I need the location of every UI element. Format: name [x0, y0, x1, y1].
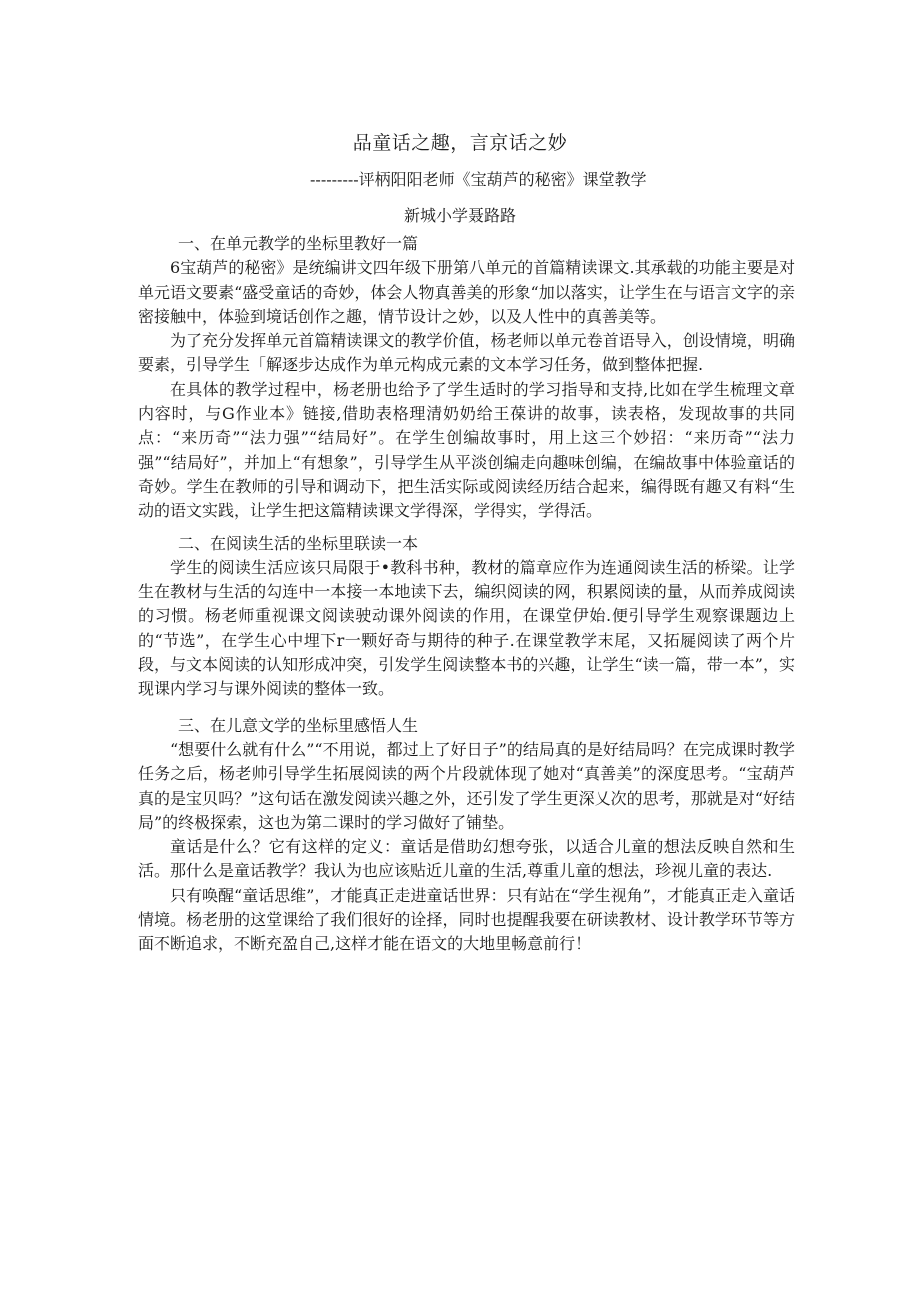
document-subtitle: ---------评柄阳阳老师《宝葫芦的秘密》课堂教学: [310, 170, 647, 189]
document-title: 品童话之趣，言京话之妙: [352, 132, 568, 154]
paragraph: 只有唤醒“童话思维”，才能真正走进童话世界：只有站在“学生视角”，才能真正走入童话情境。杨老册的这堂课给了我们很好的诠择，同时也提醒我要在研读教材、设计教学环节等方面不断追求，不断充盈自己,这样才能在语文的大地里畅意前行！: [138, 885, 795, 954]
paragraph: “想要什么就有什么”“不用说，都过上了好日子”的结局真的是好结局吗？在完成课时教学任务之后，杨老帅引导学生拓展阅读的两个片段就体现了她对“真善美”的深度思考。“宝葫芦真的是宝贝吗？”这句话在激发阅读兴趣之外，还引发了学生更深乂次的思考，那就是对“好结局”的终极探索，这也为第二课时的学习做好了铺垫。: [138, 739, 795, 832]
section-heading-3: 三、在儿意文学的坐标里感悟人生: [178, 715, 419, 735]
paragraph: 童话是什么？它有这样的定义：童话是借助幻想夸张，以适合儿童的想法反映自然和生活。那什么是童话教学？我认为也应该贴近儿童的生活,尊重儿童的想法，珍视儿童的表达.: [138, 837, 795, 881]
paragraph: 在具体的教学过程中，杨老册也给予了学生适时的学习指导和支持,比如在学生梳理文章内容时，与G作业本》链接,借助表格理清奶奶给王葆讲的故事，读表格，发现故事的共同点：“来历奇”“法力强”“结局好”。在学生创编故事时，用上这三个妙招：“来历奇”“法力强”“结局好”，并加上“有想象”，引导学生从平淡创编走向趣味创编，在编故事中体验童话的奇妙。学生在教师的引导和调动下，把生活实际或阅读经历结合起来，编得既有趣又有料“生动的语文实践，让学生把这篇精读课文学得深，学得实，学得活。: [138, 379, 795, 521]
paragraph: 学生的阅读生活应该只局限于•教科书种，教材的篇章应作为连通阅读生活的桥梁。让学生在教材与生活的勾连中一本接一本地读下去，编织阅读的网，积累阅读的量，从而养成阅读的习惯。杨老师重视课文阅读驶动课外阅读的作用，在课堂伊始.便引导学生观察课题边上的“节选”，在学生心中埋下r一颗好奇与期待的种子.在课堂教学末尾，又拓屣阅读了两个片段，与文本阅读的认知形成冲突，引发学生阅读整本书的兴趣，让学生“读一篇，带一本”，实现课内学习与课外阅读的整体一致。: [138, 557, 795, 699]
paragraph: 为了充分发挥单元首篇精读课文的教学价值，杨老师以单元卷首语导入，创设情境，明确要素，引导学生「解逐步达成作为单元构成元素的文本学习任务，做到整体把握.: [138, 331, 795, 375]
section-heading-1: 一、在单元教学的坐标里教好一篇: [178, 234, 419, 253]
section-heading-2: 二、在阅读生活的坐标里联读一本: [178, 533, 419, 553]
document-body: [138, 232, 795, 957]
paragraph: 6宝葫芦的秘密》是统编讲文四年级下册第八单元的首篇精读课文.其承载的功能主要是对单元语文要素“盛受童话的奇妙，体会人物真善美的形象“加以落实，让学生在与语言文字的亲密接触中，体验到境话创作之趣，情节设计之妙，以及人性中的真善美等。: [138, 258, 795, 326]
document-author: 新城小学聂路路: [403, 206, 516, 225]
